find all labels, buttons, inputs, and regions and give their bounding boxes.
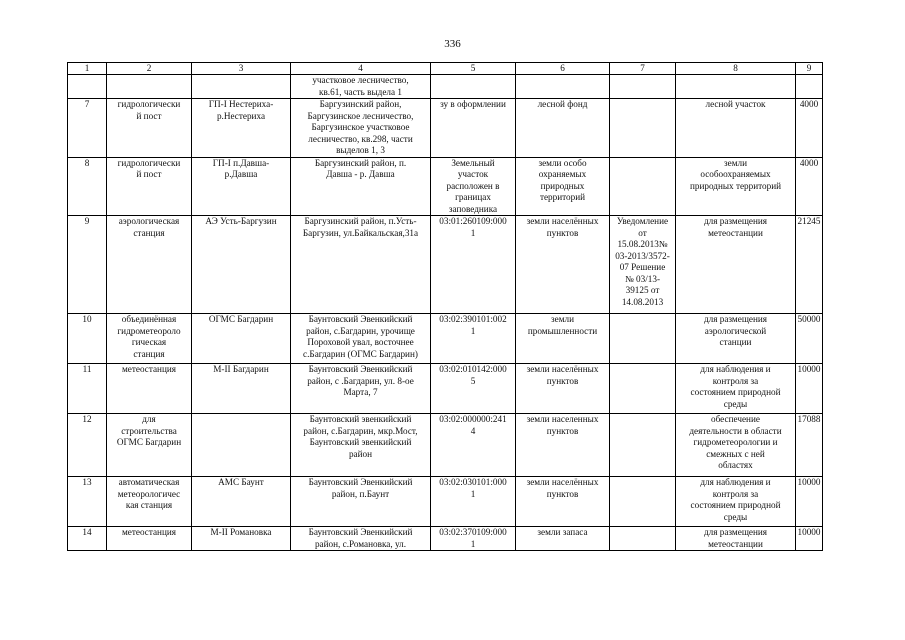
cell-area: 10000: [796, 477, 823, 527]
register-table: [67, 62, 823, 551]
cell-designation: ГП-I Нестериха- р.Нестериха: [192, 99, 291, 158]
cell-no: 7: [68, 99, 107, 158]
cell-area: 4000: [796, 99, 823, 158]
cell-designation: М-II Багдарин: [192, 364, 291, 414]
cell-area: 10000: [796, 527, 823, 551]
cell-document: [610, 157, 676, 216]
table-row: [68, 414, 823, 477]
cell-designation: ОГМС Багдарин: [192, 314, 291, 364]
cell-cadastral: [431, 75, 516, 99]
cell-category: земли промышленности: [516, 314, 610, 364]
column-number: 9: [796, 63, 823, 75]
cell-no: 9: [68, 216, 107, 314]
cell-location: Баунтовский эвенкийский район, с.Багдарин, мкр.Мост, Баунтовский эвенкийский район: [291, 414, 431, 477]
cell-category: [516, 75, 610, 99]
table-row: [68, 527, 823, 551]
column-number: 1: [68, 63, 107, 75]
cell-designation: [192, 414, 291, 477]
cell-category: земли населённых пунктов: [516, 364, 610, 414]
cell-area: 4000: [796, 157, 823, 216]
cell-document: [610, 364, 676, 414]
table-row: [68, 216, 823, 314]
cell-cadastral: 03:02:010142:000 5: [431, 364, 516, 414]
cell-cadastral: 03:02:030101:000 1: [431, 477, 516, 527]
cell-cadastral: 03:02:370109:000 1: [431, 527, 516, 551]
cell-no: 14: [68, 527, 107, 551]
cell-cadastral: 03:02:390101:002 1: [431, 314, 516, 364]
cell-area: 10000: [796, 364, 823, 414]
cell-purpose: обеспечение деятельности в области гидрометеорологии и смежных с ней областях: [676, 414, 796, 477]
cell-purpose: для размещения метеостанции: [676, 527, 796, 551]
cell-name: метеостанция: [107, 527, 192, 551]
column-number: 2: [107, 63, 192, 75]
table-row: [68, 477, 823, 527]
cell-purpose: [676, 75, 796, 99]
cell-no: 11: [68, 364, 107, 414]
cell-category: земли запаса: [516, 527, 610, 551]
cell-name: [107, 75, 192, 99]
table-row: [68, 99, 823, 158]
cell-category: земли населённых пунктов: [516, 477, 610, 527]
table-row: [68, 364, 823, 414]
cell-location: Баунтовский Эвенкийский район, с.Багдарин, урочище Пороховой увал, восточнее с.Багдарин (ОГМС Багдарин): [291, 314, 431, 364]
cell-designation: АЭ Усть-Баргузин: [192, 216, 291, 314]
cell-area: 50000: [796, 314, 823, 364]
cell-document: [610, 99, 676, 158]
cell-designation: [192, 75, 291, 99]
column-number: 8: [676, 63, 796, 75]
cell-name: гидрологически й пост: [107, 157, 192, 216]
column-number-row: [68, 63, 823, 75]
cell-name: для строительства ОГМС Багдарин: [107, 414, 192, 477]
cell-purpose: для наблюдения и контроля за состоянием природной среды: [676, 477, 796, 527]
cell-location: Баргузинский район, п.Усть- Баргузин, ул.Байкальская,31а: [291, 216, 431, 314]
column-number: 4: [291, 63, 431, 75]
cell-document: [610, 527, 676, 551]
cell-area: 21245: [796, 216, 823, 314]
cell-location: Баунтовский Эвенкийский район, с.Романовка, ул.: [291, 527, 431, 551]
page-number: 336: [444, 38, 461, 50]
cell-name: метеостанция: [107, 364, 192, 414]
table-row: [68, 314, 823, 364]
cell-no: 8: [68, 157, 107, 216]
cell-no: [68, 75, 107, 99]
cell-cadastral: зу в оформлении: [431, 99, 516, 158]
table-row: [68, 75, 823, 99]
cell-cadastral: 03:02:000000:241 4: [431, 414, 516, 477]
cell-no: 10: [68, 314, 107, 364]
cell-name: аэрологическая станция: [107, 216, 192, 314]
cell-cadastral: Земельный участок расположен в границах заповедника: [431, 157, 516, 216]
cell-purpose: для наблюдения и контроля за состоянием природной среды: [676, 364, 796, 414]
column-number: 5: [431, 63, 516, 75]
cell-document: [610, 414, 676, 477]
column-number: 6: [516, 63, 610, 75]
cell-name: автоматическая метеорологичес кая станция: [107, 477, 192, 527]
cell-designation: ГП-I п.Давша- р.Давша: [192, 157, 291, 216]
cell-purpose: для размещения метеостанции: [676, 216, 796, 314]
cell-area: 17088: [796, 414, 823, 477]
cell-location: Баунтовский Эвенкийский район, п.Баунт: [291, 477, 431, 527]
cell-document: [610, 75, 676, 99]
cell-document: Уведомление от 15.08.2013№ 03-2013/3572- 07 Решение № 03/13- 39125 от 14.08.2013: [610, 216, 676, 314]
cell-location: участковое лесничество, кв.61, часть выдела 1: [291, 75, 431, 99]
cell-no: 13: [68, 477, 107, 527]
column-number: 7: [610, 63, 676, 75]
cell-location: Баргузинский район, Баргузинское лесничество, Баргузинское участковое лесничество, кв.298, части выделов 1, 3: [291, 99, 431, 158]
cell-cadastral: 03:01:260109:000 1: [431, 216, 516, 314]
cell-document: [610, 314, 676, 364]
cell-purpose: для размещения аэрологической станции: [676, 314, 796, 364]
cell-purpose: земли особоохраняемых природных территорий: [676, 157, 796, 216]
cell-designation: АМС Баунт: [192, 477, 291, 527]
cell-category: земли особо охраняемых природных территорий: [516, 157, 610, 216]
cell-location: Баунтовский Эвенкийский район, с .Багдарин, ул. 8-ое Марта, 7: [291, 364, 431, 414]
cell-category: земли населённых пунктов: [516, 216, 610, 314]
column-number: 3: [192, 63, 291, 75]
cell-no: 12: [68, 414, 107, 477]
cell-name: объединённая гидрометеоролo гическая станция: [107, 314, 192, 364]
cell-area: [796, 75, 823, 99]
cell-purpose: лесной участок: [676, 99, 796, 158]
cell-category: лесной фонд: [516, 99, 610, 158]
cell-name: гидрологически й пост: [107, 99, 192, 158]
cell-designation: М-II Романовка: [192, 527, 291, 551]
cell-location: Баргузинский район, п. Давша - р. Давша: [291, 157, 431, 216]
cell-document: [610, 477, 676, 527]
table-row: [68, 157, 823, 216]
cell-category: земли населенных пунктов: [516, 414, 610, 477]
